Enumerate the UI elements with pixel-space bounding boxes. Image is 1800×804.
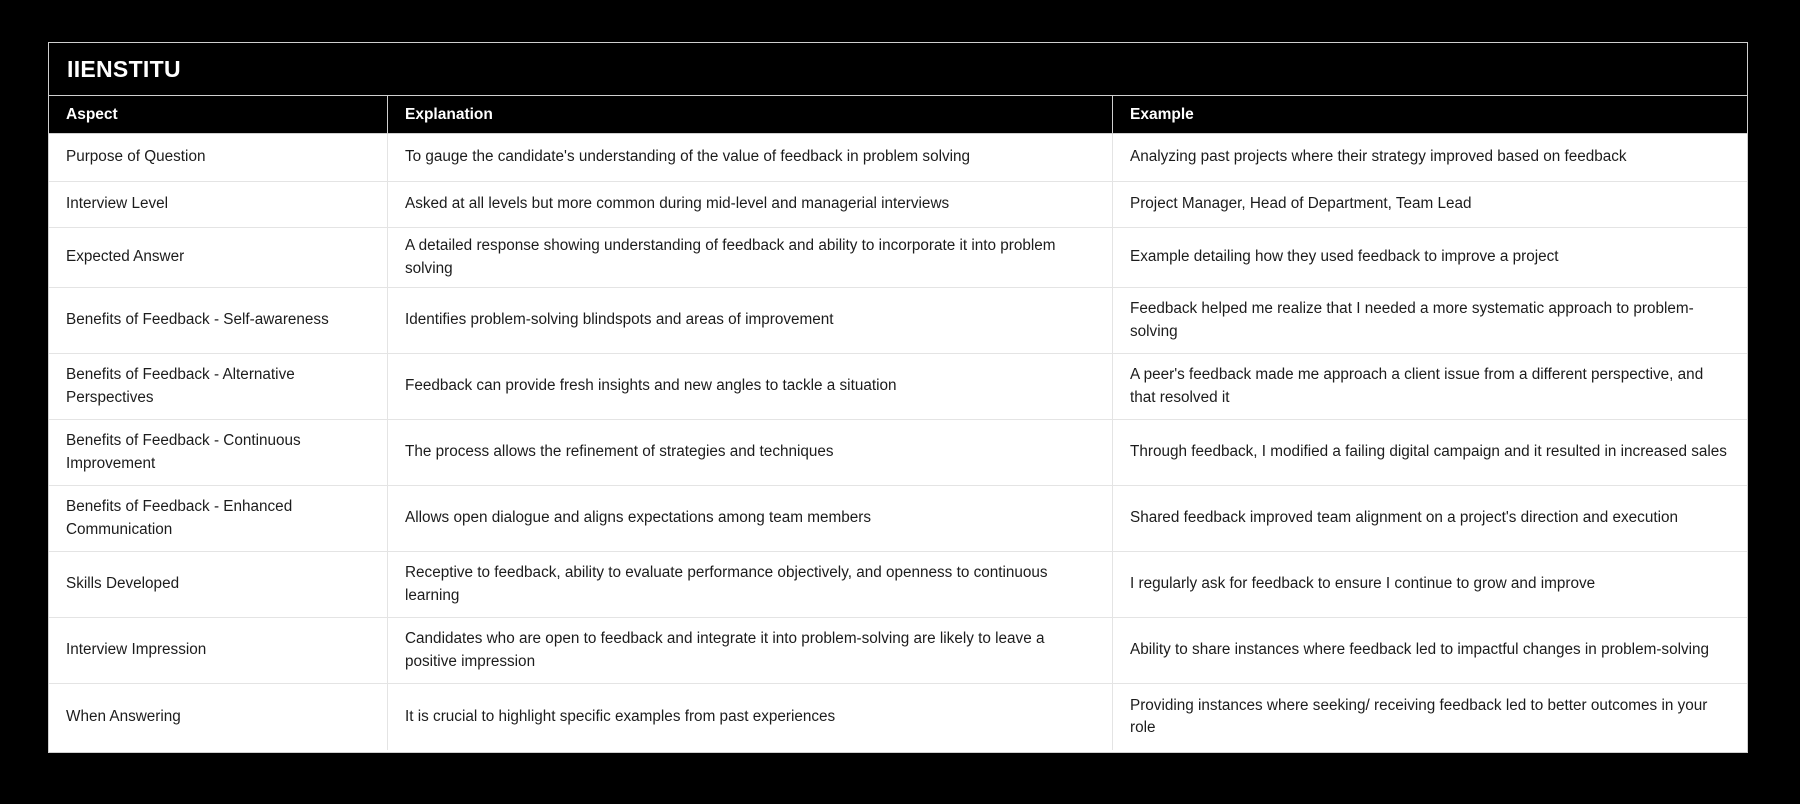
cell-example: Example detailing how they used feedback to improve a project <box>1130 248 1559 266</box>
cell-example: Through feedback, I modified a failing digital campaign and it resulted in increased sales <box>1130 443 1727 461</box>
column-header-explanation: Explanation <box>388 96 1113 133</box>
column-header-example: Example <box>1130 105 1194 123</box>
cell-explanation: Receptive to feedback, ability to evaluate performance objectively, and openness to continuous learning <box>388 552 1113 617</box>
cell-aspect: Interview Level <box>49 182 388 227</box>
table-row <box>49 228 1747 288</box>
cell-example: Shared feedback improved team alignment on a project's direction and execution <box>1130 509 1678 527</box>
cell-explanation: A detailed response showing understanding of feedback and ability to incorporate it into problem solving <box>388 228 1113 287</box>
table-row <box>49 486 1747 552</box>
table-header-row <box>49 96 1747 134</box>
table-row <box>49 288 1747 354</box>
brand-title: IIENSTITU <box>67 55 181 82</box>
table-row <box>49 354 1747 420</box>
table-row <box>49 684 1747 750</box>
table-row <box>49 134 1747 182</box>
cell-aspect: Skills Developed <box>49 552 388 617</box>
cell-explanation: Feedback can provide fresh insights and new angles to tackle a situation <box>388 354 1113 419</box>
cell-example: Project Manager, Head of Department, Team Lead <box>1130 195 1472 213</box>
table-body <box>49 134 1747 752</box>
cell-explanation: Asked at all levels but more common during mid-level and managerial interviews <box>388 182 1113 227</box>
info-table <box>48 42 1748 753</box>
cell-explanation: Identifies problem-solving blindspots and areas of improvement <box>388 288 1113 353</box>
cell-explanation: Candidates who are open to feedback and integrate it into problem-solving are likely to leave a positive impression <box>388 618 1113 683</box>
table-title-bar <box>49 43 1747 96</box>
table-row <box>49 182 1747 228</box>
cell-example: Ability to share instances where feedback led to impactful changes in problem-solving <box>1130 641 1710 659</box>
cell-example: A peer's feedback made me approach a client issue from a different perspective, and that resolved it <box>1130 366 1704 406</box>
cell-aspect: Benefits of Feedback - Self-awareness <box>49 288 388 353</box>
cell-explanation: To gauge the candidate's understanding of the value of feedback in problem solving <box>388 134 1113 181</box>
cell-example: Analyzing past projects where their strategy improved based on feedback <box>1130 148 1627 166</box>
cell-example: Providing instances where seeking/ receiving feedback led to better outcomes in your role <box>1130 696 1708 736</box>
cell-aspect: Interview Impression <box>49 618 388 683</box>
cell-explanation: Allows open dialogue and aligns expectations among team members <box>388 486 1113 551</box>
cell-aspect: Benefits of Feedback - Alternative Perspectives <box>49 354 388 419</box>
cell-explanation: The process allows the refinement of strategies and techniques <box>388 420 1113 485</box>
table-row <box>49 552 1747 618</box>
cell-aspect: When Answering <box>49 684 388 750</box>
cell-aspect: Expected Answer <box>49 228 388 287</box>
cell-aspect: Benefits of Feedback - Enhanced Communication <box>49 486 388 551</box>
cell-example: I regularly ask for feedback to ensure I continue to grow and improve <box>1130 575 1596 593</box>
cell-aspect: Purpose of Question <box>49 134 388 181</box>
cell-aspect: Benefits of Feedback - Continuous Improvement <box>49 420 388 485</box>
table-row <box>49 618 1747 684</box>
cell-example: Feedback helped me realize that I needed a more systematic approach to problem-solving <box>1130 300 1694 340</box>
column-header-aspect: Aspect <box>49 96 388 133</box>
table-row <box>49 420 1747 486</box>
cell-explanation: It is crucial to highlight specific examples from past experiences <box>388 684 1113 750</box>
